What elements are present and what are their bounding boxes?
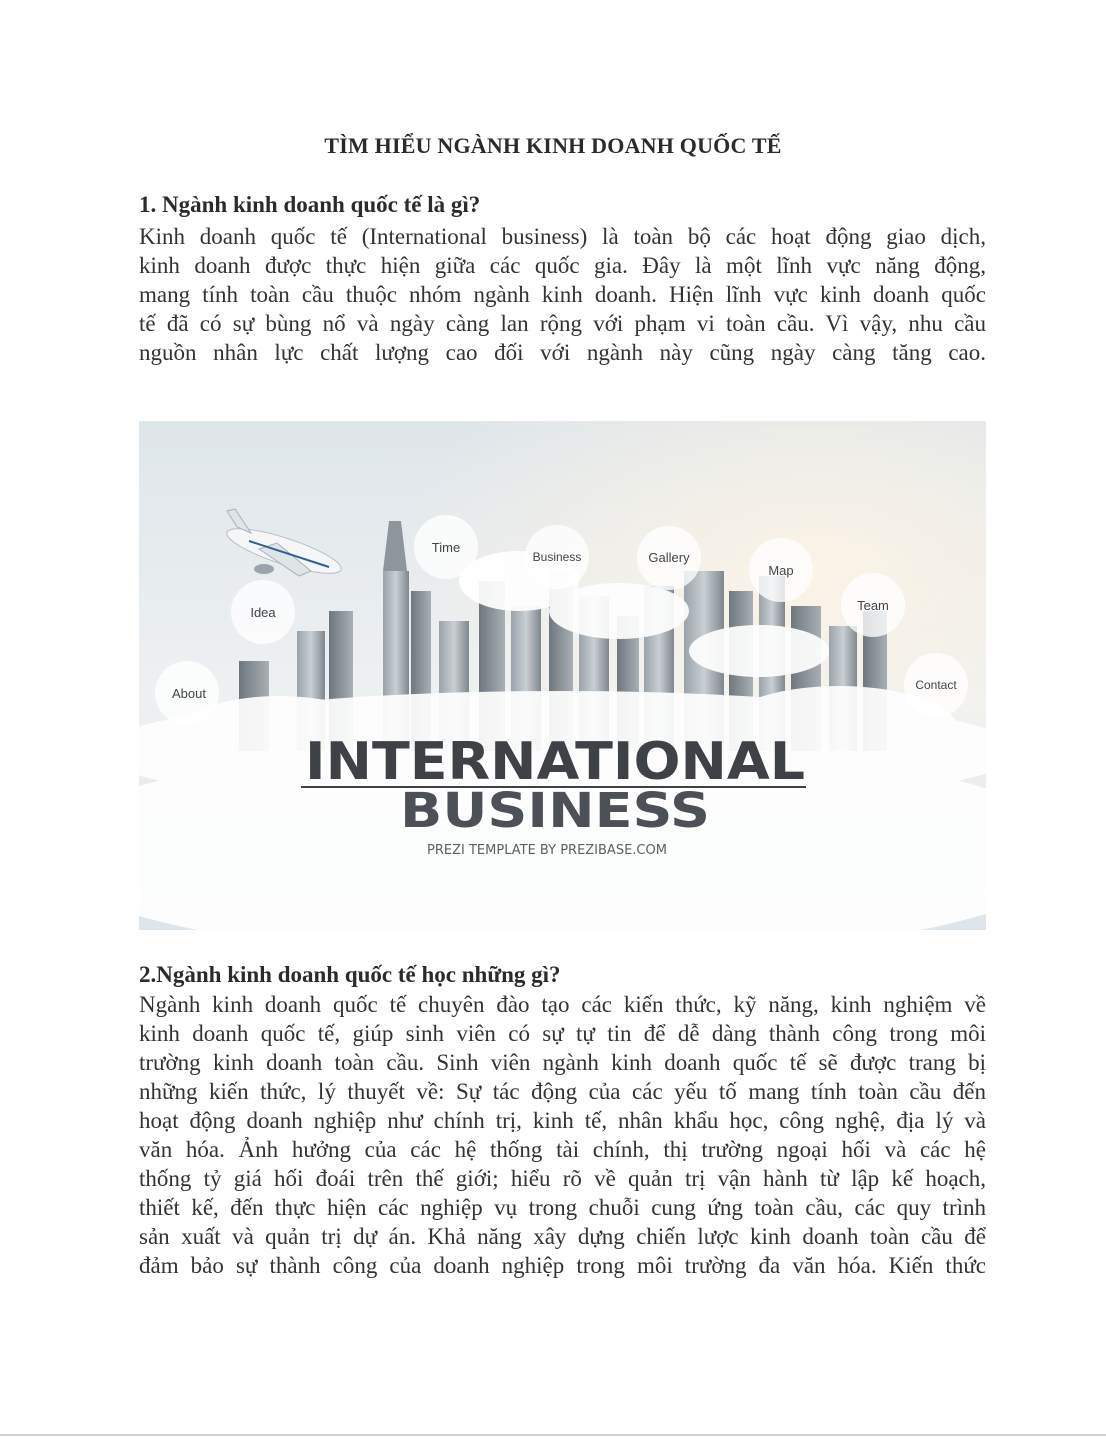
bubble-business: [525, 525, 589, 589]
hero-illustration: [139, 421, 986, 930]
paragraph-line: văn hóa. Ảnh hưởng của các hệ thống tài chính, thị trường ngoại hối và các hệ: [139, 1137, 986, 1162]
headline-business: BUSINESS: [400, 783, 710, 839]
paragraph-line: đảm bảo sự thành công của doanh nghiệp trong môi trường đa văn hóa. Kiến thức: [139, 1253, 986, 1278]
section2-heading: 2.Ngành kinh doanh quốc tế học những gì?: [139, 962, 561, 987]
bubble-team: [841, 573, 905, 637]
bubble-gallery: [637, 526, 701, 590]
bubble-contact: [904, 653, 968, 717]
paragraph-line: thiết kế, đến thực hiện các nghiệp vụ trong chuỗi cung ứng toàn cầu, các quy trình: [139, 1195, 986, 1220]
bubble-map: [749, 538, 813, 602]
paragraph-line: sản xuất và quản trị dự án. Khả năng xây dựng chiến lược kinh doanh toàn cầu để: [139, 1224, 986, 1249]
document-title: TÌM HIỂU NGÀNH KINH DOANH QUỐC TẾ: [324, 133, 782, 158]
svg-text:Contact: Contact: [915, 678, 957, 692]
svg-text:Time: Time: [431, 540, 461, 555]
paragraph-line: Kinh doanh quốc tế (International business) là toàn bộ các hoạt động giao dịch,: [139, 224, 986, 249]
svg-text:Gallery: Gallery: [648, 550, 690, 565]
bubble-idea: [231, 580, 295, 644]
template-credit: PREZI TEMPLATE BY PREZIBASE.COM: [427, 843, 667, 858]
svg-text:Team: Team: [857, 598, 889, 613]
svg-text:Idea: Idea: [250, 605, 276, 620]
bubble-about: [155, 661, 219, 725]
section2-paragraph: [139, 990, 986, 1280]
paragraph-line: tế đã có sự bùng nổ và ngày càng lan rộng với phạm vi toàn cầu. Vì vậy, nhu cầu: [139, 311, 986, 336]
section1-heading: 1. Ngành kinh doanh quốc tế là gì?: [139, 192, 481, 217]
bubble-time: [414, 515, 478, 579]
paragraph-line: nguồn nhân lực chất lượng cao đối với ngành này cũng ngày càng tăng cao.: [139, 340, 986, 365]
paragraph-line: Ngành kinh doanh quốc tế chuyên đào tạo các kiến thức, kỹ năng, kinh nghiệm về: [139, 992, 986, 1017]
page-bottom-divider: [0, 1434, 1106, 1436]
paragraph-line: mang tính toàn cầu thuộc nhóm ngành kinh doanh. Hiện lĩnh vực kinh doanh quốc: [139, 282, 986, 307]
svg-text:About: About: [172, 686, 206, 701]
paragraph-line: kinh doanh được thực hiện giữa các quốc gia. Đây là một lĩnh vực năng động,: [139, 253, 986, 278]
paragraph-line: kinh doanh quốc tế, giúp sinh viên có sự tự tin để dễ dàng thành công trong môi: [139, 1021, 986, 1046]
headline-international: INTERNATIONAL: [305, 732, 805, 792]
international-business-image: [139, 421, 986, 930]
paragraph-line: những kiến thức, lý thuyết về: Sự tác động của các yếu tố mang tính toàn cầu đến: [139, 1079, 986, 1104]
paragraph-line: thống tỷ giá hối đoái trên thế giới; hiểu rõ về quản trị vận hành từ lập kế hoạch,: [139, 1166, 986, 1191]
svg-text:Business: Business: [532, 550, 582, 564]
svg-text:Map: Map: [768, 563, 794, 578]
section1-paragraph: [139, 222, 986, 367]
paragraph-line: trường kinh doanh toàn cầu. Sinh viên ngành kinh doanh quốc tế sẽ được trang bị: [139, 1050, 986, 1075]
paragraph-line: hoạt động doanh nghiệp như chính trị, kinh tế, nhân khẩu học, công nghệ, địa lý và: [139, 1108, 986, 1133]
